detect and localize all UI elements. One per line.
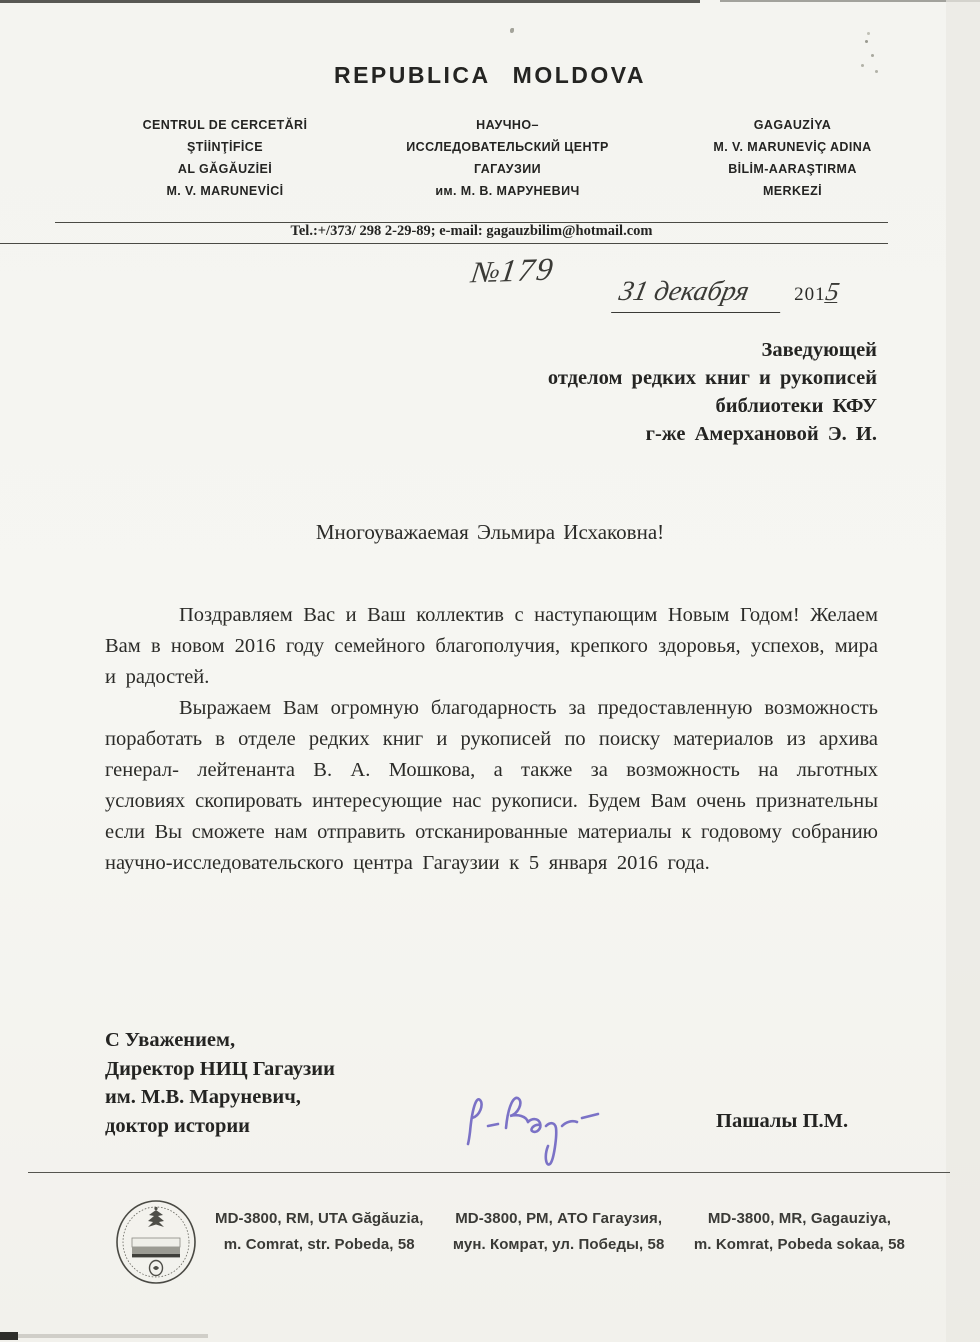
footer-address-line: m. Komrat, Pobeda sokaa, 58 [693,1236,905,1253]
handwritten-year-digit: 5 [823,277,842,306]
recipient-line: библиотеки КФУ [715,395,877,417]
footer-address-russian [453,1206,665,1258]
letterhead-columns [110,114,910,202]
signature-block [105,1026,335,1140]
scan-edge-artifact [18,1334,208,1338]
scan-speck [865,40,868,43]
printed-year-prefix: 201 [794,284,826,305]
recipient-block [548,336,877,448]
org-name-gagauz [675,114,910,202]
signature-line: С Уважением, [105,1029,236,1051]
footer-rule [28,1172,950,1173]
signature-line: им. М.В. Маруневич, [105,1086,301,1108]
reference-number-digits: 179 [497,250,558,289]
reference-number [469,251,557,291]
body-paragraph: Выражаем Вам огромную благодарность за предоставленную возможность поработать в отделе редких книг и рукописей по поиску материалов из архива генерал- лейтенанта В. А. Мошкова, а также за возможность на льготных условиях скопировать интересующие нас рукописи. Будем Вам очень признательны если Вы сможете нам отправить отсканированные материалы к годовому собранию научно-исследовательского центра Гагаузии к 5 января 2016 года. [105,697,878,874]
signer-name: Пашалы П.М. [716,1110,849,1132]
number-sign: № [469,255,503,290]
signature-line: доктор истории [105,1114,250,1137]
org-name-line: M. V. MARUNEVİÇ ADINA [713,140,872,154]
org-name-line: им. М. В. МАРУНЕВИЧ [435,184,580,198]
contact-line: Tel.:+/373/ 298 2-29-89; e-mail: gagauzbilim@hotmail.com [290,223,653,239]
signature-line: Директор НИЦ Гагаузии [105,1057,335,1080]
recipient-line: г-же Амерхановой Э. И. [645,423,877,445]
footer-address-line: MD-3800, РМ, АТО Гагаузия, [455,1210,663,1227]
org-name-romanian [110,114,340,202]
org-name-line: BİLİM-AARAŞTIRMA [728,162,857,176]
salutation: Многоуважаемая Эльмира Исхаковна! [315,520,665,544]
org-name-line: M. V. MARUNEVİCİ [166,184,284,198]
org-name-line: MERKEZİ [762,184,823,198]
org-name-line: AL GĂGĂUZİEİ [177,162,273,176]
footer-address-line: MD-3800, RM, UTA Găgăuzia, [215,1210,424,1227]
org-name-line: ИССЛЕДОВАТЕЛЬСКИЙ ЦЕНТР [406,140,609,154]
org-name-line: НАУЧНО– [476,118,539,132]
footer-address-line: MD-3800, MR, Gagauziya, [707,1210,892,1227]
footer-address-line: m. Comrat, str. Pobeda, 58 [223,1236,415,1253]
scan-edge-artifact [0,0,700,3]
footer-address-gagauz [694,1206,905,1258]
handwritten-signature-icon [458,1080,608,1175]
org-name-line: ГАГАУЗИИ [474,162,541,176]
footer-address-line: мун. Комрат, ул. Победы, 58 [452,1236,665,1253]
handwritten-date: 31 декабря [611,276,788,313]
horizontal-rule-bottom [0,243,888,244]
scan-speck [510,28,514,33]
date-line [615,276,842,313]
org-name-line: CENTRUL DE CERCETĂRİ [142,118,308,132]
scan-edge-shading [946,0,980,1342]
scan-edge-artifact [0,1332,18,1340]
org-name-russian [368,114,648,202]
org-name-line: GAGAUZİYA [753,118,832,132]
letter-body [105,600,878,879]
footer-addresses [215,1206,905,1258]
recipient-line: Заведующей [761,339,877,361]
recipient-line: отделом редких книг и рукописей [547,367,877,389]
footer-address-romanian [215,1206,423,1258]
org-name-line: ŞTİİNŢİFİCE [187,140,263,154]
body-paragraph: Поздравляем Вас и Ваш коллектив с наступающим Новым Годом! Желаем Вам в новом 2016 году семейного благополучия, крепкого здоровья, успехов, мира и радостей. [105,604,878,688]
org-seal-icon [114,1198,198,1291]
scan-edge-artifact [720,0,980,2]
page-title: REPUBLICA MOLDOVA [333,62,647,88]
